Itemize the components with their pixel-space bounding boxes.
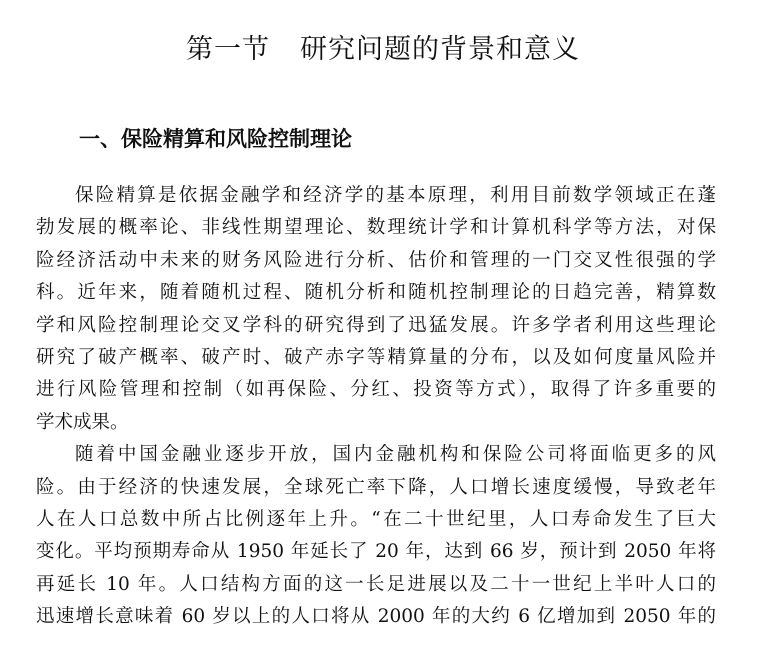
paragraph-line: 进行风险管理和控制（如再保险、分红、投资等方式），取得了许多重要的 bbox=[36, 379, 716, 401]
paragraph-line: 险。由于经济的快速发展，全球死亡率下降，人口增长速度缓慢，导致老年 bbox=[36, 476, 716, 498]
body-text bbox=[36, 180, 716, 633]
paragraph-line: 变化。平均预期寿命从 1950 年延长了 20 年，达到 66 岁，预计到 2050 年将 bbox=[36, 541, 716, 563]
paragraph-line: 科。近年来，随着随机过程、随机分析和随机控制理论的日趋完善，精算数 bbox=[36, 282, 716, 304]
paragraph-line: 保险精算是依据金融学和经济学的基本原理，利用目前数学领域正在蓬 bbox=[75, 185, 716, 206]
paragraph-2 bbox=[36, 439, 716, 633]
section-number: 第一节 bbox=[186, 34, 270, 65]
subsection-title: 一、保险精算和风险控制理论 bbox=[79, 127, 352, 151]
section-title bbox=[0, 30, 766, 70]
paragraph-line: 学术成果。 bbox=[36, 411, 129, 433]
section-title-text: 研究问题的背景和意义 bbox=[300, 34, 580, 65]
paragraph-line: 人在人口总数中所占比例逐年上升。“在二十世纪里，人口寿命发生了巨大 bbox=[36, 508, 716, 530]
paragraph-line: 再延长 10 年。人口结构方面的这一长足进展以及二十一世纪上半叶人口的 bbox=[36, 573, 716, 595]
paragraph-1 bbox=[36, 180, 716, 439]
paragraph-line: 勃发展的概率论、非线性期望理论、数理统计学和计算机科学等方法，对保 bbox=[36, 217, 716, 239]
paragraph-line: 迅速增长意味着 60 岁以上的人口将从 2000 年的大约 6 亿增加到 2050 年的 bbox=[36, 606, 716, 628]
paragraph-line: 随着中国金融业逐步开放，国内金融机构和保险公司将面临更多的风 bbox=[75, 444, 716, 466]
paragraph-line: 学和风险控制理论交叉学科的研究得到了迅猛发展。许多学者利用这些理论 bbox=[36, 314, 716, 336]
paragraph-line: 研究了破产概率、破产时、破产赤字等精算量的分布，以及如何度量风险并 bbox=[36, 346, 716, 368]
paragraph-line: 险经济活动中未来的财务风险进行分析、估价和管理的一门交叉性很强的学 bbox=[36, 249, 716, 271]
